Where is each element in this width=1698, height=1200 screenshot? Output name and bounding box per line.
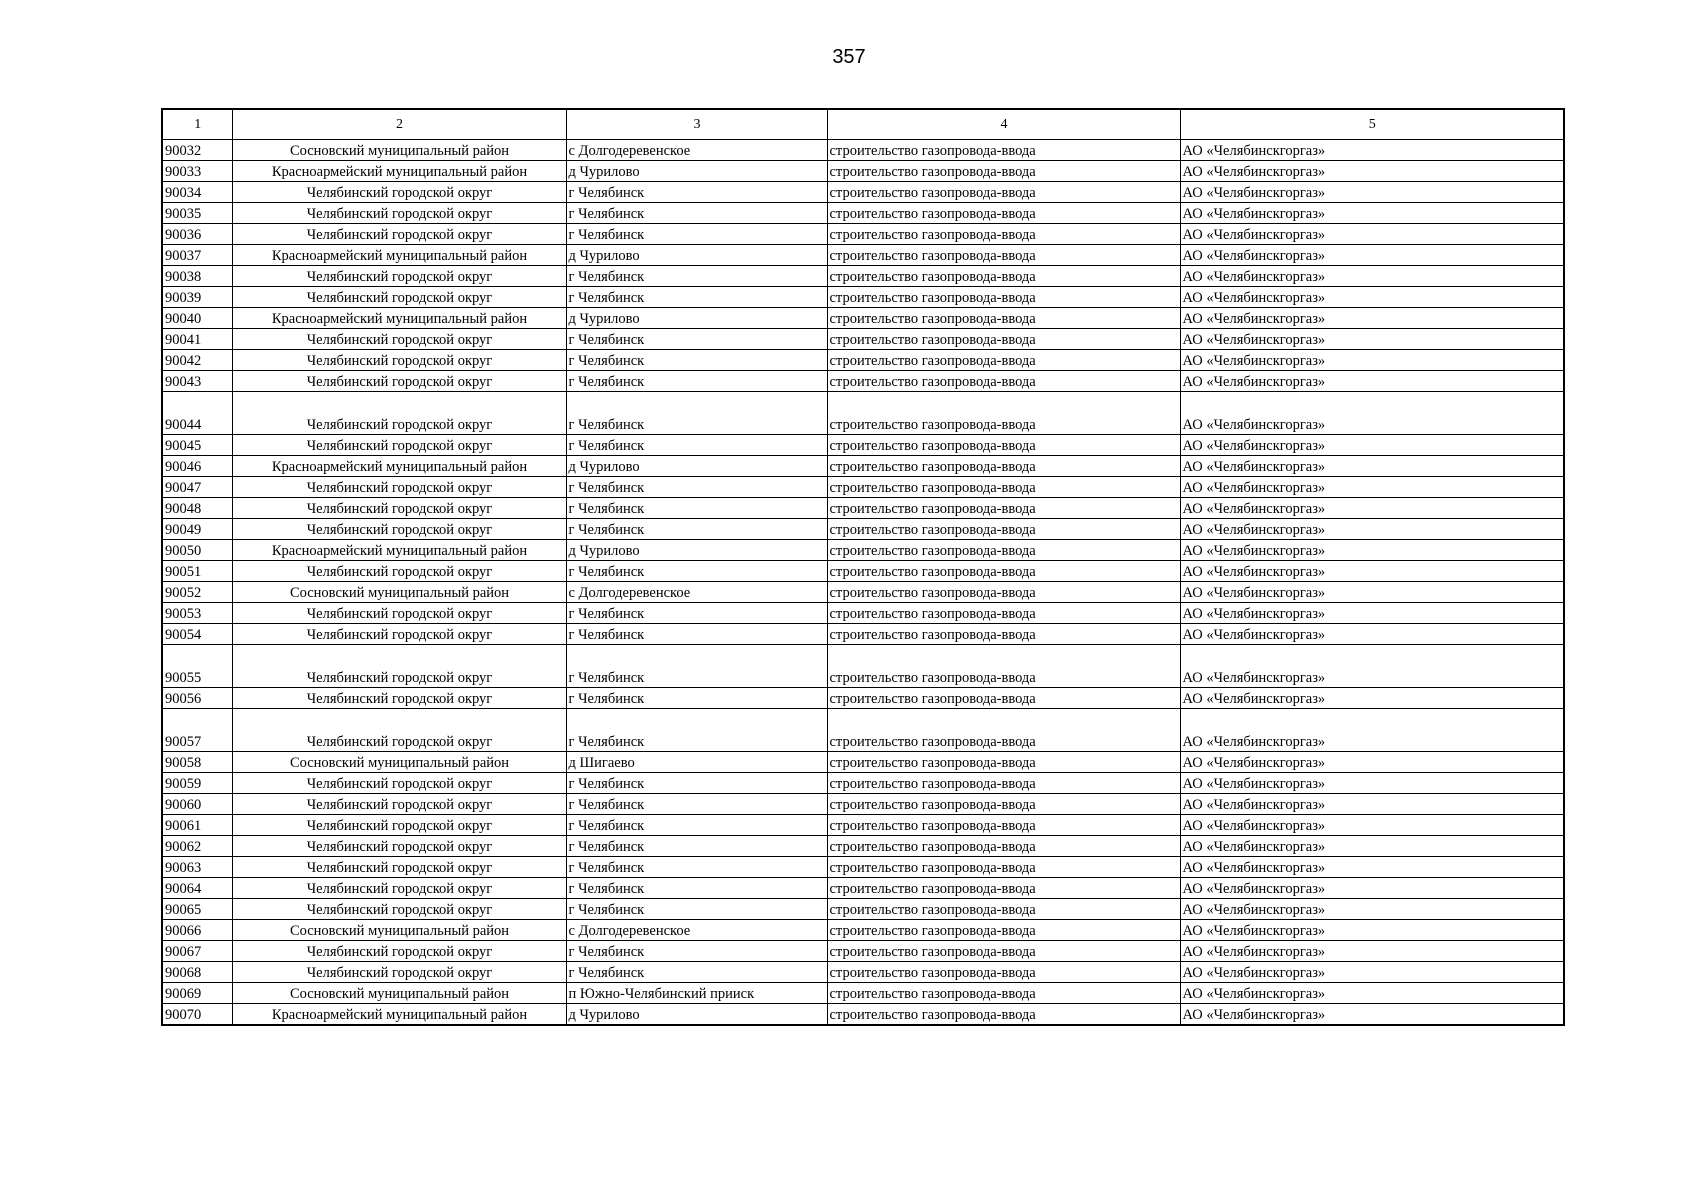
cell-settlement: г Челябинск xyxy=(566,392,827,435)
cell-municipality: Сосновский муниципальный район xyxy=(232,752,566,773)
cell-organization: АО «Челябинскгоргаз» xyxy=(1180,815,1564,836)
table-row xyxy=(162,878,1564,899)
cell-municipality: Красноармейский муниципальный район xyxy=(232,540,566,561)
cell-work-type: строительство газопровода-ввода xyxy=(827,140,1180,161)
cell-organization: АО «Челябинскгоргаз» xyxy=(1180,350,1564,371)
cell-organization: АО «Челябинскгоргаз» xyxy=(1180,498,1564,519)
cell-work-type: строительство газопровода-ввода xyxy=(827,983,1180,1004)
cell-registry-number: 90062 xyxy=(162,836,232,857)
table-row xyxy=(162,752,1564,773)
table-row xyxy=(162,371,1564,392)
cell-settlement: д Чурилово xyxy=(566,540,827,561)
cell-registry-number: 90043 xyxy=(162,371,232,392)
cell-registry-number: 90047 xyxy=(162,477,232,498)
cell-organization: АО «Челябинскгоргаз» xyxy=(1180,645,1564,688)
table-row xyxy=(162,329,1564,350)
cell-municipality: Красноармейский муниципальный район xyxy=(232,161,566,182)
cell-work-type: строительство газопровода-ввода xyxy=(827,836,1180,857)
cell-work-type: строительство газопровода-ввода xyxy=(827,392,1180,435)
cell-registry-number: 90035 xyxy=(162,203,232,224)
cell-settlement: г Челябинск xyxy=(566,709,827,752)
cell-settlement: г Челябинск xyxy=(566,350,827,371)
cell-municipality: Челябинский городской округ xyxy=(232,477,566,498)
cell-organization: АО «Челябинскгоргаз» xyxy=(1180,519,1564,540)
cell-organization: АО «Челябинскгоргаз» xyxy=(1180,203,1564,224)
table-row xyxy=(162,519,1564,540)
cell-work-type: строительство газопровода-ввода xyxy=(827,815,1180,836)
cell-work-type: строительство газопровода-ввода xyxy=(827,161,1180,182)
table-row xyxy=(162,941,1564,962)
cell-registry-number: 90052 xyxy=(162,582,232,603)
cell-registry-number: 90040 xyxy=(162,308,232,329)
cell-registry-number: 90069 xyxy=(162,983,232,1004)
cell-registry-number: 90059 xyxy=(162,773,232,794)
cell-registry-number: 90034 xyxy=(162,182,232,203)
cell-settlement: г Челябинск xyxy=(566,962,827,983)
cell-municipality: Челябинский городской округ xyxy=(232,182,566,203)
cell-organization: АО «Челябинскгоргаз» xyxy=(1180,752,1564,773)
table-row xyxy=(162,603,1564,624)
cell-municipality: Челябинский городской округ xyxy=(232,371,566,392)
table-row xyxy=(162,624,1564,645)
cell-settlement: г Челябинск xyxy=(566,224,827,245)
cell-settlement: д Чурилово xyxy=(566,245,827,266)
cell-municipality: Красноармейский муниципальный район xyxy=(232,308,566,329)
cell-work-type: строительство газопровода-ввода xyxy=(827,794,1180,815)
cell-settlement: г Челябинск xyxy=(566,941,827,962)
cell-organization: АО «Челябинскгоргаз» xyxy=(1180,329,1564,350)
cell-settlement: г Челябинск xyxy=(566,287,827,308)
cell-registry-number: 90039 xyxy=(162,287,232,308)
cell-organization: АО «Челябинскгоргаз» xyxy=(1180,688,1564,709)
column-header-4: 4 xyxy=(827,109,1180,140)
cell-registry-number: 90051 xyxy=(162,561,232,582)
column-header-2: 2 xyxy=(232,109,566,140)
cell-organization: АО «Челябинскгоргаз» xyxy=(1180,245,1564,266)
cell-work-type: строительство газопровода-ввода xyxy=(827,519,1180,540)
cell-organization: АО «Челябинскгоргаз» xyxy=(1180,857,1564,878)
cell-work-type: строительство газопровода-ввода xyxy=(827,920,1180,941)
cell-work-type: строительство газопровода-ввода xyxy=(827,688,1180,709)
page-number: 357 xyxy=(832,46,866,68)
cell-municipality: Сосновский муниципальный район xyxy=(232,582,566,603)
table-row xyxy=(162,561,1564,582)
cell-municipality: Челябинский городской округ xyxy=(232,815,566,836)
cell-work-type: строительство газопровода-ввода xyxy=(827,371,1180,392)
table-row xyxy=(162,435,1564,456)
cell-work-type: строительство газопровода-ввода xyxy=(827,308,1180,329)
cell-municipality: Челябинский городской округ xyxy=(232,962,566,983)
cell-organization: АО «Челябинскгоргаз» xyxy=(1180,224,1564,245)
cell-work-type: строительство газопровода-ввода xyxy=(827,245,1180,266)
cell-work-type: строительство газопровода-ввода xyxy=(827,624,1180,645)
cell-municipality: Челябинский городской округ xyxy=(232,794,566,815)
cell-municipality: Челябинский городской округ xyxy=(232,773,566,794)
cell-settlement: д Чурилово xyxy=(566,308,827,329)
cell-municipality: Челябинский городской округ xyxy=(232,899,566,920)
cell-settlement: г Челябинск xyxy=(566,561,827,582)
table-row xyxy=(162,308,1564,329)
cell-municipality: Челябинский городской округ xyxy=(232,266,566,287)
cell-work-type: строительство газопровода-ввода xyxy=(827,203,1180,224)
cell-registry-number: 90053 xyxy=(162,603,232,624)
cell-organization: АО «Челябинскгоргаз» xyxy=(1180,182,1564,203)
cell-settlement: с Долгодеревенское xyxy=(566,140,827,161)
cell-work-type: строительство газопровода-ввода xyxy=(827,645,1180,688)
cell-registry-number: 90046 xyxy=(162,456,232,477)
cell-registry-number: 90037 xyxy=(162,245,232,266)
cell-registry-number: 90055 xyxy=(162,645,232,688)
cell-organization: АО «Челябинскгоргаз» xyxy=(1180,603,1564,624)
table-row xyxy=(162,498,1564,519)
cell-registry-number: 90058 xyxy=(162,752,232,773)
table-row xyxy=(162,287,1564,308)
cell-organization: АО «Челябинскгоргаз» xyxy=(1180,878,1564,899)
cell-municipality: Челябинский городской округ xyxy=(232,603,566,624)
cell-registry-number: 90038 xyxy=(162,266,232,287)
table-row xyxy=(162,266,1564,287)
cell-work-type: строительство газопровода-ввода xyxy=(827,709,1180,752)
cell-organization: АО «Челябинскгоргаз» xyxy=(1180,962,1564,983)
cell-municipality: Сосновский муниципальный район xyxy=(232,140,566,161)
table-row xyxy=(162,709,1564,752)
cell-settlement: г Челябинск xyxy=(566,203,827,224)
cell-municipality: Челябинский городской округ xyxy=(232,836,566,857)
cell-organization: АО «Челябинскгоргаз» xyxy=(1180,624,1564,645)
cell-organization: АО «Челябинскгоргаз» xyxy=(1180,435,1564,456)
cell-settlement: г Челябинск xyxy=(566,794,827,815)
cell-registry-number: 90068 xyxy=(162,962,232,983)
cell-work-type: строительство газопровода-ввода xyxy=(827,561,1180,582)
cell-organization: АО «Челябинскгоргаз» xyxy=(1180,161,1564,182)
cell-municipality: Челябинский городской округ xyxy=(232,350,566,371)
column-header-1: 1 xyxy=(162,109,232,140)
cell-organization: АО «Челябинскгоргаз» xyxy=(1180,773,1564,794)
cell-organization: АО «Челябинскгоргаз» xyxy=(1180,561,1564,582)
cell-settlement: г Челябинск xyxy=(566,371,827,392)
cell-work-type: строительство газопровода-ввода xyxy=(827,498,1180,519)
table-row xyxy=(162,899,1564,920)
cell-settlement: г Челябинск xyxy=(566,878,827,899)
table-header xyxy=(162,109,1564,140)
cell-municipality: Челябинский городской округ xyxy=(232,435,566,456)
cell-registry-number: 90036 xyxy=(162,224,232,245)
cell-registry-number: 90033 xyxy=(162,161,232,182)
cell-settlement: г Челябинск xyxy=(566,266,827,287)
table-row xyxy=(162,962,1564,983)
cell-settlement: с Долгодеревенское xyxy=(566,582,827,603)
cell-municipality: Челябинский городской округ xyxy=(232,688,566,709)
table-body xyxy=(162,140,1564,1026)
cell-settlement: г Челябинск xyxy=(566,624,827,645)
cell-settlement: г Челябинск xyxy=(566,688,827,709)
cell-work-type: строительство газопровода-ввода xyxy=(827,857,1180,878)
cell-settlement: г Челябинск xyxy=(566,836,827,857)
cell-settlement: г Челябинск xyxy=(566,899,827,920)
column-numbers-row xyxy=(162,109,1564,140)
cell-work-type: строительство газопровода-ввода xyxy=(827,899,1180,920)
cell-registry-number: 90042 xyxy=(162,350,232,371)
table-row xyxy=(162,456,1564,477)
table-row xyxy=(162,688,1564,709)
cell-municipality: Челябинский городской округ xyxy=(232,709,566,752)
cell-municipality: Челябинский городской округ xyxy=(232,941,566,962)
cell-organization: АО «Челябинскгоргаз» xyxy=(1180,371,1564,392)
table-row xyxy=(162,983,1564,1004)
cell-organization: АО «Челябинскгоргаз» xyxy=(1180,709,1564,752)
cell-municipality: Челябинский городской округ xyxy=(232,561,566,582)
cell-settlement: г Челябинск xyxy=(566,182,827,203)
cell-work-type: строительство газопровода-ввода xyxy=(827,477,1180,498)
cell-organization: АО «Челябинскгоргаз» xyxy=(1180,392,1564,435)
cell-organization: АО «Челябинскгоргаз» xyxy=(1180,941,1564,962)
cell-registry-number: 90056 xyxy=(162,688,232,709)
cell-organization: АО «Челябинскгоргаз» xyxy=(1180,287,1564,308)
cell-work-type: строительство газопровода-ввода xyxy=(827,540,1180,561)
table-row xyxy=(162,836,1564,857)
cell-organization: АО «Челябинскгоргаз» xyxy=(1180,308,1564,329)
cell-registry-number: 90032 xyxy=(162,140,232,161)
cell-registry-number: 90067 xyxy=(162,941,232,962)
table-row xyxy=(162,815,1564,836)
cell-registry-number: 90063 xyxy=(162,857,232,878)
gas-connection-register-table xyxy=(161,108,1565,1026)
cell-registry-number: 90065 xyxy=(162,899,232,920)
cell-registry-number: 90050 xyxy=(162,540,232,561)
cell-work-type: строительство газопровода-ввода xyxy=(827,773,1180,794)
table-row xyxy=(162,794,1564,815)
cell-registry-number: 90045 xyxy=(162,435,232,456)
cell-registry-number: 90060 xyxy=(162,794,232,815)
cell-settlement: г Челябинск xyxy=(566,857,827,878)
table-row xyxy=(162,645,1564,688)
cell-settlement: г Челябинск xyxy=(566,815,827,836)
cell-municipality: Челябинский городской округ xyxy=(232,645,566,688)
cell-work-type: строительство газопровода-ввода xyxy=(827,350,1180,371)
cell-municipality: Сосновский муниципальный район xyxy=(232,983,566,1004)
cell-registry-number: 90048 xyxy=(162,498,232,519)
cell-registry-number: 90070 xyxy=(162,1004,232,1026)
cell-registry-number: 90066 xyxy=(162,920,232,941)
cell-settlement: д Чурилово xyxy=(566,456,827,477)
cell-municipality: Челябинский городской округ xyxy=(232,498,566,519)
cell-settlement: д Чурилово xyxy=(566,161,827,182)
cell-settlement: г Челябинск xyxy=(566,498,827,519)
cell-municipality: Красноармейский муниципальный район xyxy=(232,456,566,477)
table-row xyxy=(162,920,1564,941)
cell-settlement: г Челябинск xyxy=(566,477,827,498)
cell-organization: АО «Челябинскгоргаз» xyxy=(1180,794,1564,815)
cell-organization: АО «Челябинскгоргаз» xyxy=(1180,836,1564,857)
cell-registry-number: 90054 xyxy=(162,624,232,645)
cell-work-type: строительство газопровода-ввода xyxy=(827,752,1180,773)
cell-settlement: г Челябинск xyxy=(566,435,827,456)
cell-registry-number: 90041 xyxy=(162,329,232,350)
cell-work-type: строительство газопровода-ввода xyxy=(827,582,1180,603)
column-header-3: 3 xyxy=(566,109,827,140)
cell-work-type: строительство газопровода-ввода xyxy=(827,878,1180,899)
cell-organization: АО «Челябинскгоргаз» xyxy=(1180,920,1564,941)
cell-work-type: строительство газопровода-ввода xyxy=(827,603,1180,624)
cell-work-type: строительство газопровода-ввода xyxy=(827,266,1180,287)
cell-organization: АО «Челябинскгоргаз» xyxy=(1180,983,1564,1004)
cell-organization: АО «Челябинскгоргаз» xyxy=(1180,140,1564,161)
cell-work-type: строительство газопровода-ввода xyxy=(827,941,1180,962)
cell-organization: АО «Челябинскгоргаз» xyxy=(1180,540,1564,561)
cell-organization: АО «Челябинскгоргаз» xyxy=(1180,266,1564,287)
cell-settlement: г Челябинск xyxy=(566,645,827,688)
cell-registry-number: 90057 xyxy=(162,709,232,752)
table-row xyxy=(162,582,1564,603)
cell-registry-number: 90064 xyxy=(162,878,232,899)
cell-municipality: Сосновский муниципальный район xyxy=(232,920,566,941)
table-row xyxy=(162,1004,1564,1026)
column-header-5: 5 xyxy=(1180,109,1564,140)
cell-municipality: Челябинский городской округ xyxy=(232,329,566,350)
cell-settlement: д Шигаево xyxy=(566,752,827,773)
cell-work-type: строительство газопровода-ввода xyxy=(827,287,1180,308)
table-row xyxy=(162,161,1564,182)
cell-settlement: г Челябинск xyxy=(566,773,827,794)
cell-municipality: Челябинский городской округ xyxy=(232,224,566,245)
table-row xyxy=(162,182,1564,203)
cell-settlement: с Долгодеревенское xyxy=(566,920,827,941)
table-row xyxy=(162,392,1564,435)
cell-work-type: строительство газопровода-ввода xyxy=(827,456,1180,477)
cell-municipality: Челябинский городской округ xyxy=(232,857,566,878)
cell-work-type: строительство газопровода-ввода xyxy=(827,329,1180,350)
cell-work-type: строительство газопровода-ввода xyxy=(827,182,1180,203)
cell-municipality: Красноармейский муниципальный район xyxy=(232,1004,566,1026)
table-row xyxy=(162,203,1564,224)
cell-municipality: Челябинский городской округ xyxy=(232,203,566,224)
cell-work-type: строительство газопровода-ввода xyxy=(827,1004,1180,1026)
cell-municipality: Челябинский городской округ xyxy=(232,287,566,308)
table-row xyxy=(162,224,1564,245)
table-row xyxy=(162,773,1564,794)
cell-settlement: д Чурилово xyxy=(566,1004,827,1026)
cell-organization: АО «Челябинскгоргаз» xyxy=(1180,477,1564,498)
table-row xyxy=(162,140,1564,161)
cell-work-type: строительство газопровода-ввода xyxy=(827,435,1180,456)
table-row xyxy=(162,540,1564,561)
table-row xyxy=(162,350,1564,371)
cell-organization: АО «Челябинскгоргаз» xyxy=(1180,582,1564,603)
cell-organization: АО «Челябинскгоргаз» xyxy=(1180,1004,1564,1026)
cell-settlement: п Южно-Челябинский прииск xyxy=(566,983,827,1004)
cell-municipality: Челябинский городской округ xyxy=(232,878,566,899)
cell-municipality: Красноармейский муниципальный район xyxy=(232,245,566,266)
cell-municipality: Челябинский городской округ xyxy=(232,392,566,435)
cell-settlement: г Челябинск xyxy=(566,603,827,624)
cell-organization: АО «Челябинскгоргаз» xyxy=(1180,899,1564,920)
cell-municipality: Челябинский городской округ xyxy=(232,624,566,645)
cell-registry-number: 90061 xyxy=(162,815,232,836)
table-row xyxy=(162,245,1564,266)
cell-municipality: Челябинский городской округ xyxy=(232,519,566,540)
table-row xyxy=(162,477,1564,498)
cell-registry-number: 90044 xyxy=(162,392,232,435)
cell-settlement: г Челябинск xyxy=(566,329,827,350)
cell-settlement: г Челябинск xyxy=(566,519,827,540)
cell-organization: АО «Челябинскгоргаз» xyxy=(1180,456,1564,477)
cell-registry-number: 90049 xyxy=(162,519,232,540)
table-row xyxy=(162,857,1564,878)
cell-work-type: строительство газопровода-ввода xyxy=(827,962,1180,983)
cell-work-type: строительство газопровода-ввода xyxy=(827,224,1180,245)
